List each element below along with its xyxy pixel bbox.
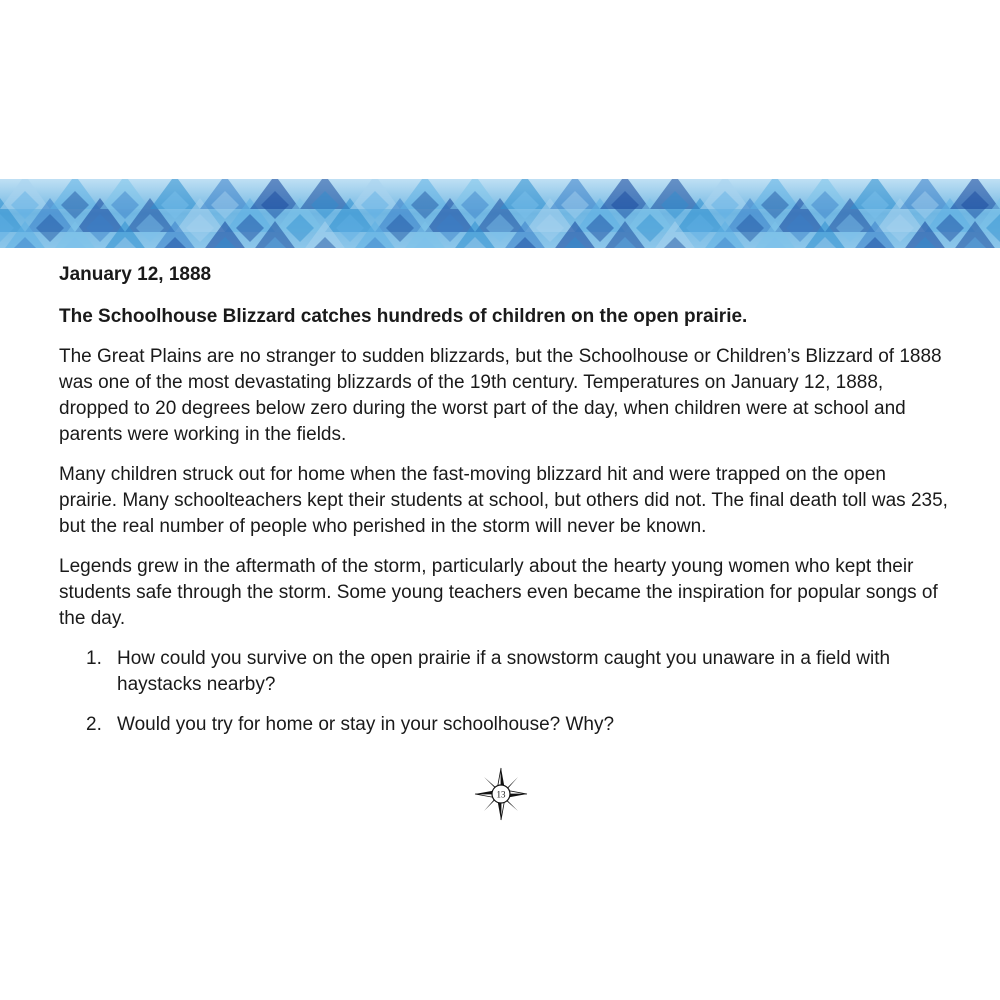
paragraph-1: The Great Plains are no stranger to sudden blizzards, but the Schoolhouse or Children’s Blizzard of 1888 was one of the most devastating blizzards of the 19th century. Temperatures on January 12, 1888, dropped to 20 degrees below zero during the worst part of the day, when children were at school and parents were working in the fields. (59, 346, 942, 445)
article-headline: The Schoolhouse Blizzard catches hundreds of children on the open prairie. (59, 306, 748, 327)
paragraph-3: Legends grew in the aftermath of the storm, particularly about the hearty young women who kept their students safe through the storm. Some young teachers even became the inspiration for popular songs of the day. (59, 556, 938, 629)
compass-rose-icon (474, 767, 528, 821)
question-number: 2. (86, 714, 102, 735)
geometric-pattern-icon (0, 179, 1000, 248)
discussion-questions (59, 646, 949, 738)
question-2 (59, 712, 949, 738)
article (59, 262, 949, 752)
question-number: 1. (86, 648, 102, 669)
article-date: January 12, 1888 (59, 264, 212, 285)
paragraph-2: Many children struck out for home when the fast-moving blizzard hit and were trapped on the open prairie. Many schoolteachers kept their students at school, but others did not. The final death toll was 235, but the real number of people who perished in the storm will never be known. (59, 464, 948, 537)
decorative-banner (0, 179, 1000, 248)
question-text: How could you survive on the open prairie if a snowstorm caught you unaware in a field with haystacks nearby? (117, 648, 891, 695)
question-1 (59, 646, 949, 698)
page-number: 13 (496, 789, 506, 800)
question-text: Would you try for home or stay in your schoolhouse? Why? (117, 714, 615, 735)
